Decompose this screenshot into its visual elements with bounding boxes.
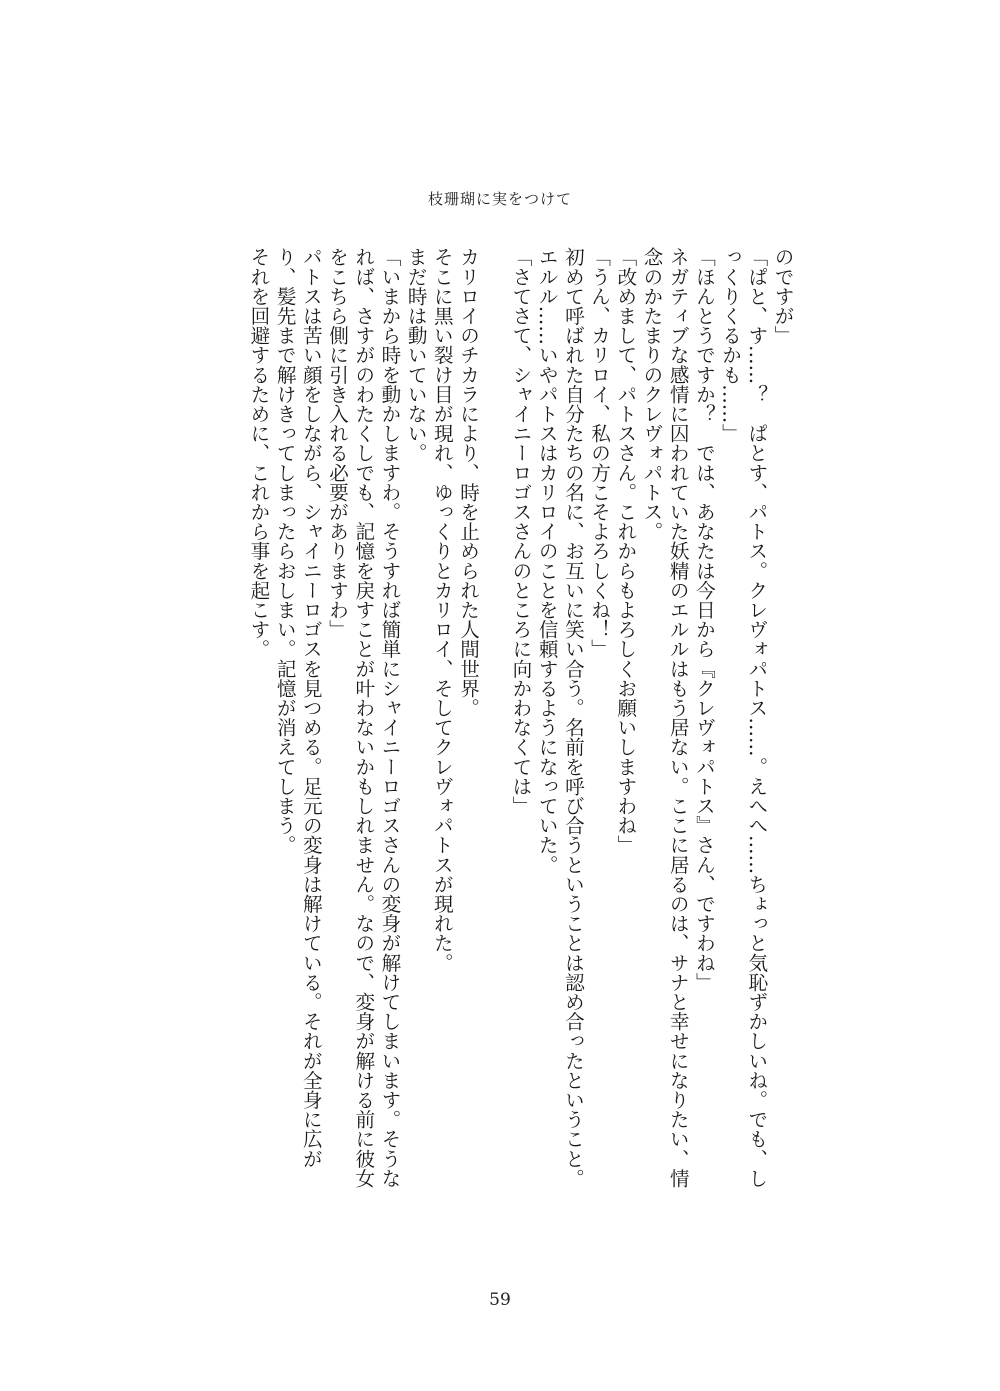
paragraph: 「改めまして、パトスさん。これからもよろしくお願いしますわね」 — [613, 247, 637, 855]
page-number: 59 — [489, 1290, 511, 1310]
paragraph: 「うん、カリロイ、私の方こそよろしくね！」 — [587, 247, 611, 659]
paragraph: 「ぱと、す……？ ぱとす、パトス。クレヴォパトス……。えへへ……ちょっと気恥ずかしいね。でも、しっくりくるかも……」 — [718, 247, 768, 1188]
running-header: 枝珊瑚に実をつけて — [427, 190, 572, 208]
vertical-body-text — [205, 247, 795, 1203]
paragraph: パトスは苦い顔をしながら、シャイニーロゴスを見つめる。足元の変身は解けている。それが全身に広がり、髪先まで解けきってしまったらおしまい。記憶が消えてしまう。 — [273, 247, 323, 1169]
paragraph: カリロイのチカラにより、時を止められた人間世界。 — [456, 247, 480, 718]
paragraph: そこに黒い裂け目が現れ、ゆっくりとカリロイ、そしてクレヴォパトスが現れた。 — [430, 247, 454, 973]
paragraph: のですが」 — [771, 247, 794, 345]
paragraph: ネガティブな感情に囚われていた妖精のエルルはもう居ない。ここに居るのは、サナと幸せになりたい、情念のかたまりのクレヴォパトス。 — [639, 247, 690, 1188]
paragraph: それを回避するために、これから事を起こす。 — [246, 247, 270, 659]
paragraph: 「さてさて、シャイニーロゴスさんのところに向かわなくては」 — [508, 247, 532, 816]
paragraph: 初めて呼ばれた自分たちの名に、お互いに笑い合う。名前を呼び合うということは認め合ったということ。エルル……いやパトスはカリロイのことを信頼するようになっていた。 — [535, 247, 585, 1188]
paragraph: 「ほんとうですか？ では、あなたは今日から『クレヴォパトス』さん、ですわね」 — [692, 247, 716, 992]
paragraph: まだ時は動いていない。 — [404, 247, 428, 463]
paragraph: 「いまから時を動かしますわ。そうすれば簡単にシャイニーロゴスさんの変身が解けてしまいます。そうなれば、さすがのわたくしでも、記憶を戻すことが叶わないかもしれません。なので、変身が解ける前に彼女をこちら側に引き入れる必要がありますわ」 — [325, 247, 401, 1188]
blank-line — [481, 247, 507, 1203]
